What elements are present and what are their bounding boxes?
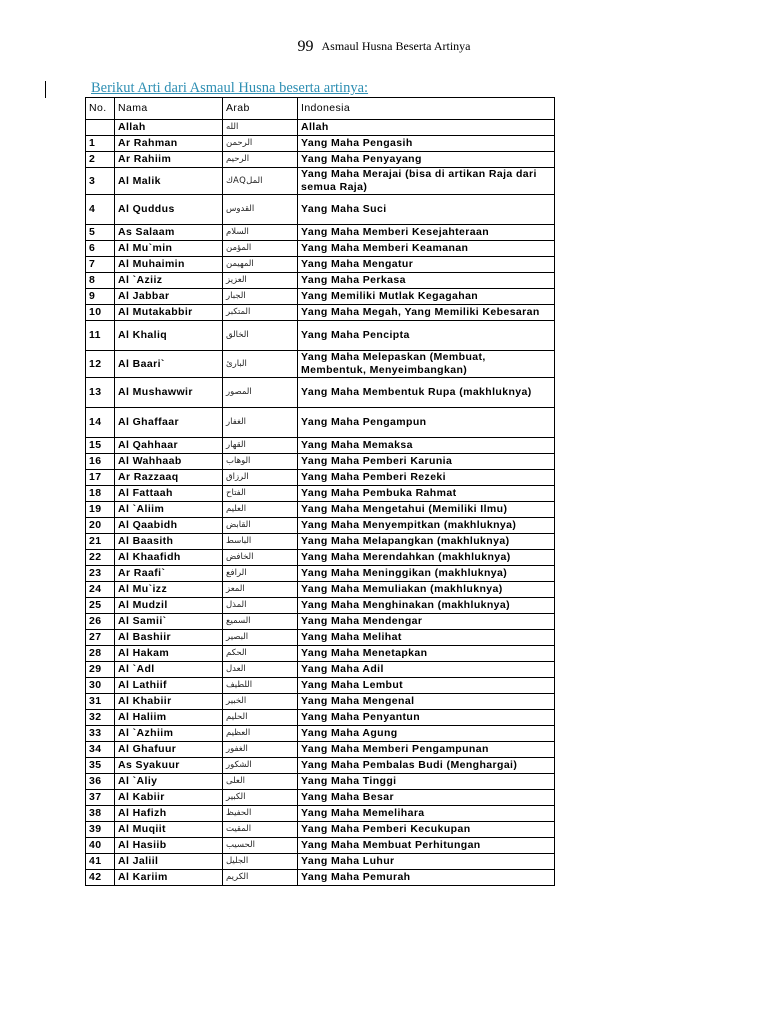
cell-arab: الكريم	[223, 870, 298, 886]
cell-indonesia: Yang Maha Meninggikan (makhluknya)	[298, 566, 555, 582]
cell-arab: المهيمن	[223, 257, 298, 273]
cell-indonesia: Yang Maha Pengasih	[298, 136, 555, 152]
column-header-arab: Arab	[223, 98, 298, 120]
cell-no: 3	[86, 168, 115, 195]
table-row	[86, 321, 555, 351]
cell-no: 37	[86, 790, 115, 806]
cell-indonesia: Yang Maha Pencipta	[298, 321, 555, 351]
cell-no: 8	[86, 273, 115, 289]
cell-nama: Ar Razzaaq	[115, 470, 223, 486]
cell-nama: Al Ghaffaar	[115, 408, 223, 438]
cell-nama: Al Wahhaab	[115, 454, 223, 470]
cell-indonesia: Yang Maha Pemberi Kecukupan	[298, 822, 555, 838]
table-row	[86, 790, 555, 806]
cell-nama: Al Mu`min	[115, 241, 223, 257]
cell-arab: الكبير	[223, 790, 298, 806]
table-row	[86, 582, 555, 598]
column-header-indonesia: Indonesia	[298, 98, 555, 120]
table-row	[86, 838, 555, 854]
cell-indonesia: Yang Maha Menetapkan	[298, 646, 555, 662]
cell-arab: العدل	[223, 662, 298, 678]
cell-no: 35	[86, 758, 115, 774]
cell-indonesia: Yang Maha Mendengar	[298, 614, 555, 630]
cell-indonesia: Yang Maha Pemberi Karunia	[298, 454, 555, 470]
cell-indonesia: Yang Maha Suci	[298, 195, 555, 225]
cell-nama: Al Qaabidh	[115, 518, 223, 534]
cell-nama: Al `Aziiz	[115, 273, 223, 289]
cell-indonesia: Allah	[298, 120, 555, 136]
cell-nama: Al Mu`izz	[115, 582, 223, 598]
cell-no: 15	[86, 438, 115, 454]
cell-arab: الحسيب	[223, 838, 298, 854]
cell-indonesia: Yang Maha Adil	[298, 662, 555, 678]
cell-nama: Al Kabiir	[115, 790, 223, 806]
table-row	[86, 378, 555, 408]
cell-no: 20	[86, 518, 115, 534]
cell-nama: Ar Raafi`	[115, 566, 223, 582]
cell-arab: الرافع	[223, 566, 298, 582]
cell-indonesia: Yang Memiliki Mutlak Kegagahan	[298, 289, 555, 305]
cell-arab: اللطيف	[223, 678, 298, 694]
cell-no: 33	[86, 726, 115, 742]
column-header-no: No.	[86, 98, 115, 120]
cell-indonesia: Yang Maha Lembut	[298, 678, 555, 694]
cell-indonesia: Yang Maha Pembalas Budi (Menghargai)	[298, 758, 555, 774]
cell-indonesia: Yang Maha Melepaskan (Membuat, Membentuk, Menyeimbangkan)	[298, 351, 555, 378]
cell-nama: Al Ghafuur	[115, 742, 223, 758]
table-row	[86, 630, 555, 646]
table-row	[86, 598, 555, 614]
cell-arab: الشكور	[223, 758, 298, 774]
cell-indonesia: Yang Maha Perkasa	[298, 273, 555, 289]
cell-no: 40	[86, 838, 115, 854]
cell-no: 5	[86, 225, 115, 241]
cell-no	[86, 120, 115, 136]
cell-no: 29	[86, 662, 115, 678]
cell-no: 38	[86, 806, 115, 822]
cell-no: 16	[86, 454, 115, 470]
cell-no: 36	[86, 774, 115, 790]
cell-indonesia: Yang Maha Melihat	[298, 630, 555, 646]
cell-indonesia: Yang Maha Penyayang	[298, 152, 555, 168]
cell-no: 32	[86, 710, 115, 726]
cell-nama: Al Khabiir	[115, 694, 223, 710]
cell-indonesia: Yang Maha Menyempitkan (makhluknya)	[298, 518, 555, 534]
cell-nama: Al Bashiir	[115, 630, 223, 646]
cell-arab: الفتاح	[223, 486, 298, 502]
cell-arab: البارئ	[223, 351, 298, 378]
cell-nama: Al Lathiif	[115, 678, 223, 694]
cell-indonesia: Yang Maha Megah, Yang Memiliki Kebesaran	[298, 305, 555, 321]
cell-arab: السميع	[223, 614, 298, 630]
cell-arab: العزيز	[223, 273, 298, 289]
table-row	[86, 806, 555, 822]
table-body	[86, 120, 555, 886]
cell-arab: البصير	[223, 630, 298, 646]
table-row	[86, 289, 555, 305]
cell-arab: القدوس	[223, 195, 298, 225]
cell-arab: المذل	[223, 598, 298, 614]
cell-arab: القهار	[223, 438, 298, 454]
table-row	[86, 120, 555, 136]
cell-arab: الخافض	[223, 550, 298, 566]
cell-nama: Al Fattaah	[115, 486, 223, 502]
cell-no: 2	[86, 152, 115, 168]
cell-no: 31	[86, 694, 115, 710]
cell-no: 10	[86, 305, 115, 321]
table-row	[86, 822, 555, 838]
cell-nama: Al Hasiib	[115, 838, 223, 854]
cell-nama: Al Hakam	[115, 646, 223, 662]
cell-indonesia: Yang Maha Besar	[298, 790, 555, 806]
cell-no: 21	[86, 534, 115, 550]
cell-arab: الجليل	[223, 854, 298, 870]
cell-indonesia: Yang Maha Luhur	[298, 854, 555, 870]
cell-nama: Al Hafizh	[115, 806, 223, 822]
cell-no: 23	[86, 566, 115, 582]
cell-indonesia: Yang Maha Agung	[298, 726, 555, 742]
cell-no: 17	[86, 470, 115, 486]
table-row	[86, 438, 555, 454]
table-row	[86, 273, 555, 289]
table-row	[86, 550, 555, 566]
cell-nama: As Syakuur	[115, 758, 223, 774]
cell-arab: الرزاق	[223, 470, 298, 486]
cell-nama: Al Samii`	[115, 614, 223, 630]
cell-arab: الخالق	[223, 321, 298, 351]
cell-indonesia: Yang Maha Pengampun	[298, 408, 555, 438]
cell-indonesia: Yang Maha Memberi Pengampunan	[298, 742, 555, 758]
cell-nama: Al Malik	[115, 168, 223, 195]
cell-no: 18	[86, 486, 115, 502]
cell-indonesia: Yang Maha Pemberi Rezeki	[298, 470, 555, 486]
cell-indonesia: Yang Maha Pemurah	[298, 870, 555, 886]
cell-no: 13	[86, 378, 115, 408]
cell-no: 27	[86, 630, 115, 646]
text-cursor	[45, 81, 46, 98]
table-header-row	[86, 98, 555, 120]
cell-indonesia: Yang Maha Mengenal	[298, 694, 555, 710]
cell-arab: الحكم	[223, 646, 298, 662]
cell-indonesia: Yang Maha Memuliakan (makhluknya)	[298, 582, 555, 598]
cell-arab: المؤمن	[223, 241, 298, 257]
cell-indonesia: Yang Maha Membuat Perhitungan	[298, 838, 555, 854]
cell-arab: الرحمن	[223, 136, 298, 152]
table-row	[86, 566, 555, 582]
cell-indonesia: Yang Maha Merajai (bisa di artikan Raja dari semua Raja)	[298, 168, 555, 195]
cell-no: 19	[86, 502, 115, 518]
cell-indonesia: Yang Maha Memberi Keamanan	[298, 241, 555, 257]
cell-nama: Al Baasith	[115, 534, 223, 550]
table-row	[86, 758, 555, 774]
table-row	[86, 195, 555, 225]
table-row	[86, 614, 555, 630]
cell-arab: الحليم	[223, 710, 298, 726]
page-header	[0, 37, 768, 56]
cell-arab: العظيم	[223, 726, 298, 742]
cell-nama: Al Kariim	[115, 870, 223, 886]
cell-arab: الخبير	[223, 694, 298, 710]
table-row	[86, 351, 555, 378]
table-row	[86, 678, 555, 694]
cell-no: 42	[86, 870, 115, 886]
cell-nama: Ar Rahiim	[115, 152, 223, 168]
cell-no: 28	[86, 646, 115, 662]
table-row	[86, 742, 555, 758]
cell-nama: Al Mutakabbir	[115, 305, 223, 321]
cell-arab: المعز	[223, 582, 298, 598]
table-row	[86, 694, 555, 710]
cell-arab: الملAQك	[223, 168, 298, 195]
cell-no: 9	[86, 289, 115, 305]
cell-nama: Al `Aliy	[115, 774, 223, 790]
table-row	[86, 646, 555, 662]
cell-nama: Al Quddus	[115, 195, 223, 225]
cell-nama: Al Baari`	[115, 351, 223, 378]
table-row	[86, 454, 555, 470]
table-row	[86, 774, 555, 790]
cell-indonesia: Yang Maha Memaksa	[298, 438, 555, 454]
cell-no: 7	[86, 257, 115, 273]
cell-arab: العليم	[223, 502, 298, 518]
cell-indonesia: Yang Maha Memelihara	[298, 806, 555, 822]
cell-no: 22	[86, 550, 115, 566]
cell-arab: المقيت	[223, 822, 298, 838]
table-row	[86, 168, 555, 195]
cell-arab: الباسط	[223, 534, 298, 550]
cell-arab: القابض	[223, 518, 298, 534]
cell-indonesia: Yang Maha Melapangkan (makhluknya)	[298, 534, 555, 550]
cell-no: 26	[86, 614, 115, 630]
cell-no: 30	[86, 678, 115, 694]
cell-indonesia: Yang Maha Memberi Kesejahteraan	[298, 225, 555, 241]
table-row	[86, 518, 555, 534]
table-row	[86, 726, 555, 742]
table-row	[86, 534, 555, 550]
cell-indonesia: Yang Maha Menghinakan (makhluknya)	[298, 598, 555, 614]
cell-no: 1	[86, 136, 115, 152]
cell-arab: السلام	[223, 225, 298, 241]
cell-no: 14	[86, 408, 115, 438]
intro-heading: Berikut Arti dari Asmaul Husna beserta artinya:	[91, 80, 369, 96]
table-row	[86, 710, 555, 726]
table-row	[86, 257, 555, 273]
cell-indonesia: Yang Maha Tinggi	[298, 774, 555, 790]
column-header-nama: Nama	[115, 98, 223, 120]
cell-arab: الرحيم	[223, 152, 298, 168]
table-row	[86, 136, 555, 152]
table-row	[86, 662, 555, 678]
cell-nama: Ar Rahman	[115, 136, 223, 152]
cell-no: 24	[86, 582, 115, 598]
table-row	[86, 486, 555, 502]
table-row	[86, 854, 555, 870]
cell-no: 41	[86, 854, 115, 870]
cell-no: 11	[86, 321, 115, 351]
cell-arab: الجبار	[223, 289, 298, 305]
cell-nama: Al Haliim	[115, 710, 223, 726]
cell-arab: المتكبر	[223, 305, 298, 321]
cell-nama: Al Muhaimin	[115, 257, 223, 273]
asmaul-husna-table	[85, 97, 555, 886]
page-number: 99	[297, 38, 314, 55]
table-row	[86, 241, 555, 257]
cell-nama: Al Khaafidh	[115, 550, 223, 566]
cell-nama: Al Jaliil	[115, 854, 223, 870]
cell-nama: Al `Azhiim	[115, 726, 223, 742]
cell-no: 34	[86, 742, 115, 758]
cell-no: 4	[86, 195, 115, 225]
table-row	[86, 152, 555, 168]
cell-indonesia: Yang Maha Merendahkan (makhluknya)	[298, 550, 555, 566]
cell-nama: Al Mudzil	[115, 598, 223, 614]
cell-no: 6	[86, 241, 115, 257]
cell-arab: الله	[223, 120, 298, 136]
cell-arab: المصور	[223, 378, 298, 408]
table-row	[86, 870, 555, 886]
cell-nama: Al `Adl	[115, 662, 223, 678]
cell-indonesia: Yang Maha Mengetahui (Memiliki Ilmu)	[298, 502, 555, 518]
cell-nama: Al Mushawwir	[115, 378, 223, 408]
cell-nama: Al `Aliim	[115, 502, 223, 518]
cell-indonesia: Yang Maha Mengatur	[298, 257, 555, 273]
table-row	[86, 305, 555, 321]
table-row	[86, 470, 555, 486]
table-row	[86, 502, 555, 518]
cell-nama: Allah	[115, 120, 223, 136]
table-row	[86, 225, 555, 241]
cell-indonesia: Yang Maha Penyantun	[298, 710, 555, 726]
cell-nama: Al Khaliq	[115, 321, 223, 351]
page-header-title: Asmaul Husna Beserta Artinya	[321, 39, 471, 53]
cell-nama: Al Jabbar	[115, 289, 223, 305]
cell-no: 39	[86, 822, 115, 838]
cell-arab: الغفور	[223, 742, 298, 758]
cell-arab: الحفيظ	[223, 806, 298, 822]
cell-arab: العلى	[223, 774, 298, 790]
cell-nama: Al Qahhaar	[115, 438, 223, 454]
cell-no: 25	[86, 598, 115, 614]
cell-indonesia: Yang Maha Membentuk Rupa (makhluknya)	[298, 378, 555, 408]
cell-indonesia: Yang Maha Pembuka Rahmat	[298, 486, 555, 502]
cell-arab: الغفار	[223, 408, 298, 438]
cell-nama: As Salaam	[115, 225, 223, 241]
cell-arab: الوهاب	[223, 454, 298, 470]
table-row	[86, 408, 555, 438]
cell-no: 12	[86, 351, 115, 378]
cell-nama: Al Muqiit	[115, 822, 223, 838]
